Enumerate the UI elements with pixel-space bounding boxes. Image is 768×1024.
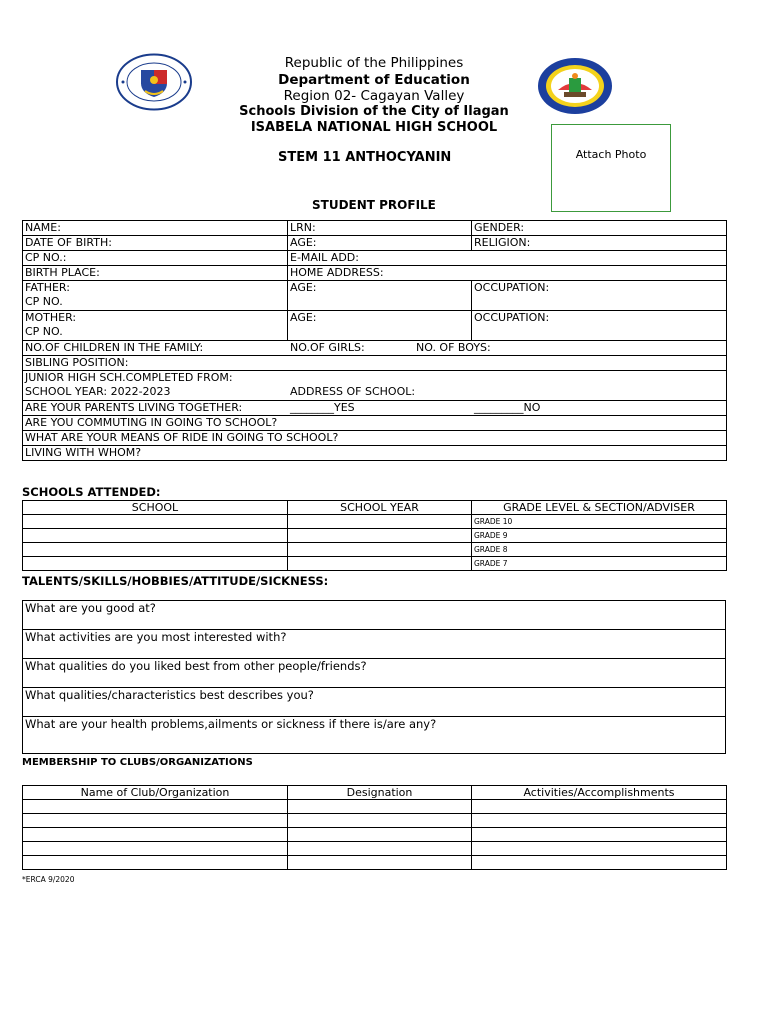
grade-cell[interactable]: GRADE 8 [472, 543, 727, 557]
table-row [23, 431, 727, 446]
club-cell[interactable] [23, 800, 288, 814]
club-cell[interactable] [23, 828, 288, 842]
table-row [23, 371, 727, 401]
birthplace-field[interactable]: BIRTH PLACE: [23, 266, 288, 281]
designation-cell[interactable] [288, 842, 472, 856]
commuting-field[interactable]: ARE YOU COMMUTING IN GOING TO SCHOOL? [23, 416, 727, 431]
table-row [23, 515, 727, 529]
table-row [23, 786, 727, 800]
header-division: Schools Division of the City of Ilagan [239, 104, 509, 119]
school-year-col-header: SCHOOL YEAR [288, 501, 472, 515]
table-row [23, 281, 727, 311]
school-cell[interactable] [23, 529, 288, 543]
schools-title: SCHOOLS ATTENDED: [22, 485, 161, 499]
dob-field[interactable]: DATE OF BIRTH: [23, 236, 288, 251]
no-option[interactable]: _________NO [474, 401, 541, 414]
table-row [23, 236, 727, 251]
header-republic: Republic of the Philippines [284, 55, 464, 71]
grade-cell[interactable]: GRADE 10 [472, 515, 727, 529]
question-cell[interactable]: What are you good at? [23, 601, 726, 630]
table-row [23, 630, 726, 659]
yes-option[interactable]: ________YES [290, 401, 355, 414]
father-field[interactable] [23, 281, 288, 311]
talents-table [22, 600, 726, 754]
table-row [23, 601, 726, 630]
home-address-field[interactable]: HOME ADDRESS: [288, 266, 727, 281]
lrn-field[interactable]: LRN: [288, 221, 472, 236]
activities-col-header: Activities/Accomplishments [472, 786, 727, 800]
question-cell[interactable]: What are your health problems,ailments or sickness if there is/are any? [23, 717, 726, 754]
header-department: Department of Education [278, 72, 470, 88]
jhs-label: JUNIOR HIGH SCH.COMPLETED FROM: [25, 371, 233, 384]
children-field[interactable] [23, 341, 727, 356]
grade-cell[interactable]: GRADE 7 [472, 557, 727, 571]
club-cell[interactable] [23, 814, 288, 828]
form-title: STUDENT PROFILE [312, 198, 436, 212]
school-year-label: SCHOOL YEAR: 2022-2023 [25, 385, 171, 398]
question-cell[interactable]: What qualities/characteristics best describes you? [23, 688, 726, 717]
activities-cell[interactable] [472, 842, 727, 856]
religion-field[interactable]: RELIGION: [472, 236, 727, 251]
question-cell[interactable]: What qualities do you liked best from other people/friends? [23, 659, 726, 688]
jhs-field[interactable] [23, 371, 727, 401]
table-row [23, 856, 727, 870]
club-cell[interactable] [23, 842, 288, 856]
address-school-label: ADDRESS OF SCHOOL: [290, 385, 416, 398]
clubs-title: MEMBERSHIP TO CLUBS/ORGANIZATIONS [22, 757, 253, 768]
designation-cell[interactable] [288, 814, 472, 828]
mother-label: MOTHER: [25, 311, 77, 324]
table-row [23, 416, 727, 431]
table-row [23, 251, 727, 266]
father-age-field[interactable]: AGE: [288, 281, 472, 311]
name-field[interactable]: NAME: [23, 221, 288, 236]
talents-title: TALENTS/SKILLS/HOBBIES/ATTITUDE/SICKNESS: [22, 574, 329, 588]
table-row [23, 501, 727, 515]
section-name: STEM 11 ANTHOCYANIN [278, 150, 452, 165]
mother-field[interactable] [23, 311, 288, 341]
father-cp-label: CP NO. [25, 295, 63, 308]
table-row [23, 446, 727, 461]
table-row [23, 221, 727, 236]
header-school-name: ISABELA NATIONAL HIGH SCHOOL [250, 120, 498, 135]
table-row [23, 311, 727, 341]
living-field[interactable]: LIVING WITH WHOM? [23, 446, 727, 461]
parents-label: ARE YOUR PARENTS LIVING TOGETHER: [25, 401, 243, 414]
ride-field[interactable]: WHAT ARE YOUR MEANS OF RIDE IN GOING TO SCHOOL? [23, 431, 727, 446]
activities-cell[interactable] [472, 800, 727, 814]
email-field[interactable]: E-MAIL ADD: [288, 251, 727, 266]
table-row [23, 529, 727, 543]
designation-cell[interactable] [288, 800, 472, 814]
parents-field[interactable] [23, 401, 727, 416]
mother-age-field[interactable]: AGE: [288, 311, 472, 341]
table-row [23, 814, 727, 828]
school-col-header: SCHOOL [23, 501, 288, 515]
grade-col-header: GRADE LEVEL & SECTION/ADVISER [472, 501, 727, 515]
table-row [23, 828, 727, 842]
school-cell[interactable] [23, 557, 288, 571]
year-cell[interactable] [288, 515, 472, 529]
age-field[interactable]: AGE: [288, 236, 472, 251]
table-row [23, 341, 727, 356]
table-row [23, 659, 726, 688]
activities-cell[interactable] [472, 828, 727, 842]
mother-occupation-field[interactable]: OCCUPATION: [472, 311, 727, 341]
table-row [23, 266, 727, 281]
grade-cell[interactable]: GRADE 9 [472, 529, 727, 543]
table-row [23, 717, 726, 754]
table-row [23, 401, 727, 416]
girls-label: NO.OF GIRLS: [290, 341, 365, 354]
question-cell[interactable]: What activities are you most interested with? [23, 630, 726, 659]
table-row [23, 800, 727, 814]
father-label: FATHER: [25, 281, 70, 294]
footer-code: *ERCA 9/2020 [22, 875, 75, 884]
table-row [23, 688, 726, 717]
activities-cell[interactable] [472, 856, 727, 870]
school-cell[interactable] [23, 543, 288, 557]
gender-field[interactable]: GENDER: [472, 221, 727, 236]
table-row [23, 543, 727, 557]
table-row [23, 842, 727, 856]
year-cell[interactable] [288, 557, 472, 571]
profile-table [22, 220, 727, 461]
designation-col-header: Designation [288, 786, 472, 800]
year-cell[interactable] [288, 543, 472, 557]
photo-box[interactable] [551, 124, 671, 212]
schools-table [22, 500, 727, 571]
clubs-table [22, 785, 727, 870]
boys-label: NO. OF BOYS: [416, 341, 491, 354]
header-region: Region 02- Cagayan Valley [283, 88, 465, 104]
children-label: NO.OF CHILDREN IN THE FAMILY: [25, 341, 204, 354]
club-name-col-header: Name of Club/Organization [23, 786, 288, 800]
deped-seal-logo [115, 53, 193, 111]
father-occupation-field[interactable]: OCCUPATION: [472, 281, 727, 311]
table-row [23, 356, 727, 371]
cp-field[interactable]: CP NO.: [23, 251, 288, 266]
sibling-field[interactable]: SIBLING POSITION: [23, 356, 727, 371]
club-cell[interactable] [23, 856, 288, 870]
photo-label: Attach Photo [575, 148, 647, 161]
mother-cp-label: CP NO. [25, 325, 63, 338]
school-cell[interactable] [23, 515, 288, 529]
designation-cell[interactable] [288, 856, 472, 870]
designation-cell[interactable] [288, 828, 472, 842]
activities-cell[interactable] [472, 814, 727, 828]
table-row [23, 557, 727, 571]
year-cell[interactable] [288, 529, 472, 543]
